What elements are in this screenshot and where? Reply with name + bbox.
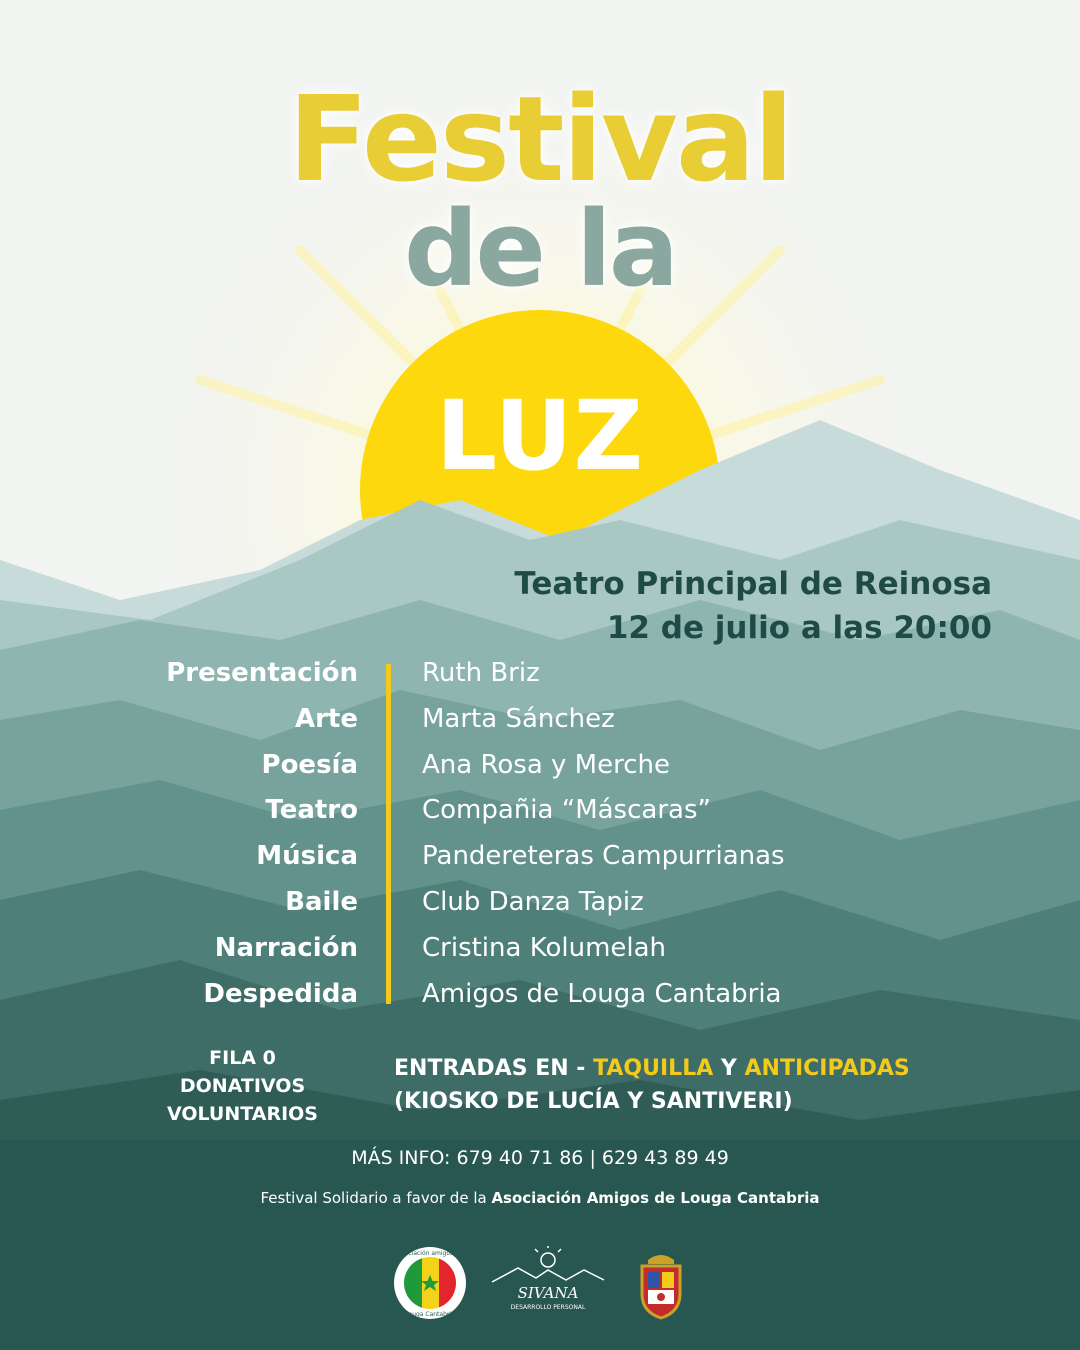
fila-line: DONATIVOS <box>179 1075 306 1097</box>
program-roles <box>0 652 358 1018</box>
louga-association-logo <box>393 1246 467 1320</box>
fila-cero-note <box>150 1044 335 1128</box>
svg-text:DESARROLLO PERSONAL: DESARROLLO PERSONAL <box>510 1304 586 1311</box>
program-performer: Compañia “Máscaras” <box>422 795 711 826</box>
program-performer: Amigos de Louga Cantabria <box>422 978 782 1009</box>
program-performer: Ana Rosa y Merche <box>422 749 670 780</box>
fila-line: VOLUNTARIOS <box>166 1103 318 1125</box>
program-role: Teatro <box>265 795 358 826</box>
svg-text:Louga Cantabria: Louga Cantabria <box>405 1311 455 1318</box>
program-divider <box>386 664 391 1004</box>
tickets-taquilla: TAQUILLA <box>593 1056 714 1081</box>
program-performer: Ruth Briz <box>422 658 540 688</box>
program-performer: Marta Sánchez <box>422 703 615 734</box>
solidarity-org: Asociación Amigos de Louga Cantabria <box>491 1189 820 1207</box>
tickets-and: Y <box>713 1056 745 1081</box>
svg-text:SIVANA: SIVANA <box>517 1284 579 1302</box>
title-luz: LUZ <box>435 380 645 492</box>
solidarity-prefix: Festival Solidario a favor de la <box>260 1189 492 1207</box>
tickets-prefix: ENTRADAS EN - <box>394 1056 594 1081</box>
event-datetime: 12 de julio a las 20:00 <box>606 610 992 646</box>
reinosa-coat-of-arms-icon <box>634 1250 688 1320</box>
svg-text:Asociación amigos de: Asociación amigos de <box>397 1250 463 1257</box>
tickets-line-1 <box>394 1052 910 1085</box>
contact-info: MÁS INFO: 679 40 71 86 | 629 43 89 49 <box>351 1147 729 1169</box>
program-performer: Pandereteras Campurrianas <box>422 841 785 872</box>
title-de-la: de la <box>403 188 676 310</box>
program-performer: Cristina Kolumelah <box>422 932 667 963</box>
venue: Teatro Principal de Reinosa <box>514 566 992 602</box>
event-details <box>514 562 992 650</box>
program-role: Música <box>256 841 358 872</box>
title-festival: Festival <box>288 70 792 208</box>
tickets-anticipadas: ANTICIPADAS <box>744 1056 910 1081</box>
program-performers <box>422 652 785 1018</box>
fila-line: FILA 0 <box>209 1047 276 1069</box>
tickets-info <box>394 1052 910 1118</box>
program-role: Presentación <box>166 658 358 688</box>
sivana-logo <box>488 1246 608 1318</box>
program-role: Narración <box>214 932 358 963</box>
program-role: Baile <box>285 886 358 917</box>
tickets-line-2: (KIOSKO DE LUCÍA Y SANTIVERI) <box>394 1089 793 1114</box>
program-role: Poesía <box>261 749 358 780</box>
program-performer: Club Danza Tapiz <box>422 886 644 917</box>
solidarity-note <box>0 1189 1080 1207</box>
program-role: Arte <box>294 703 358 734</box>
program-role: Despedida <box>203 978 358 1009</box>
